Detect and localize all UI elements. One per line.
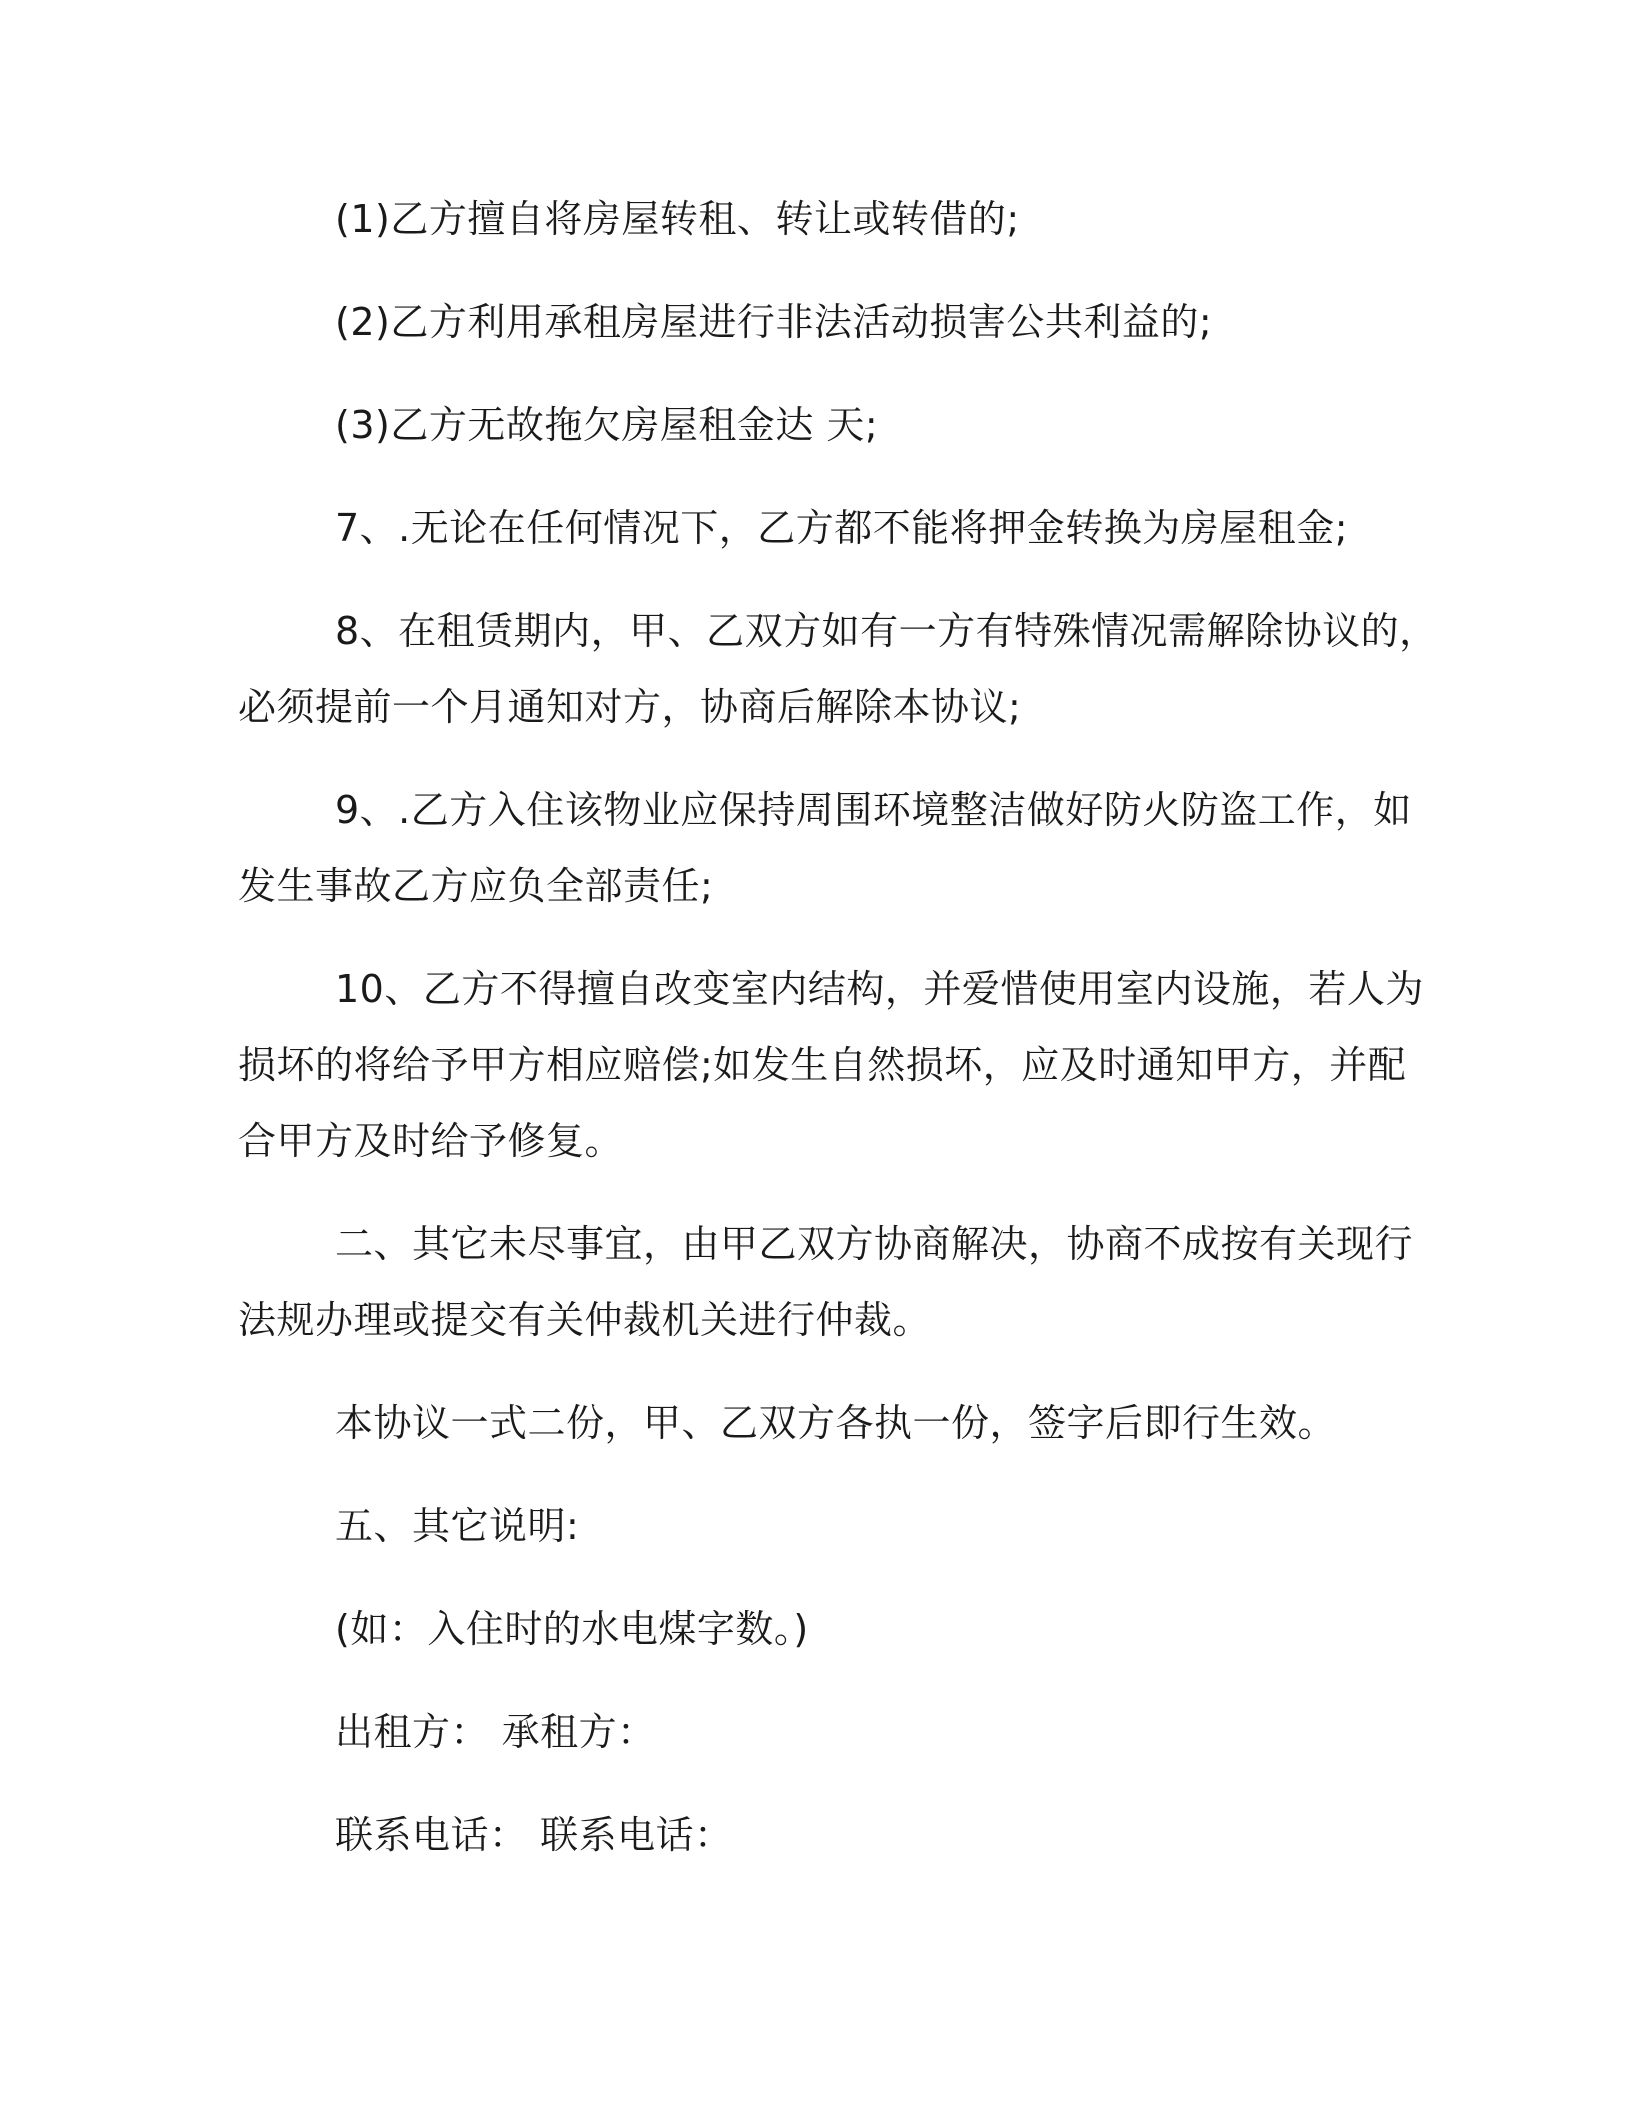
section-5-note: (如：入住时的水电煤字数。) [335, 1607, 809, 1651]
effectiveness-statement: 本协议一式二份，甲、乙双方各执一份，签字后即行生效。 [335, 1401, 1337, 1445]
contact-phones: 联系电话： 联系电话： [335, 1813, 733, 1857]
clause-9-line-1: 9、.乙方入住该物业应保持周围环境整洁做好防火防盗工作，如 [335, 788, 1412, 832]
clause-7-deposit: 7、.无论在任何情况下，乙方都不能将押金转换为房屋租金; [335, 506, 1349, 550]
clause-10-line-2: 损坏的将给予甲方相应赔偿;如发生自然损坏，应及时通知甲方，并配 [238, 1043, 1407, 1087]
clause-9-line-2: 发生事故乙方应负全部责任; [238, 864, 714, 908]
section-5-heading: 五、其它说明: [335, 1504, 580, 1548]
clause-3-rent-arrears: (3)乙方无故拖欠房屋租金达 天; [335, 403, 879, 447]
signature-parties: 出租方： 承租方： [335, 1710, 656, 1754]
clause-10-line-3: 合甲方及时给予修复。 [238, 1119, 624, 1163]
clause-8-line-1: 8、在租赁期内，甲、乙双方如有一方有特殊情况需解除协议的， [335, 609, 1438, 653]
clause-10-line-1: 10、乙方不得擅自改变室内结构，并爱惜使用室内设施，若人为 [335, 967, 1424, 1011]
section-2-line-2: 法规办理或提交有关仲裁机关进行仲裁。 [238, 1298, 932, 1342]
clause-1-sublease: (1)乙方擅自将房屋转租、转让或转借的; [335, 197, 1020, 241]
clause-2-illegal-use: (2)乙方利用承租房屋进行非法活动损害公共利益的; [335, 300, 1213, 344]
clause-8-line-2: 必须提前一个月通知对方，协商后解除本协议; [238, 685, 1022, 729]
section-2-line-1: 二、其它未尽事宜，由甲乙双方协商解决，协商不成按有关现行 [335, 1222, 1414, 1266]
